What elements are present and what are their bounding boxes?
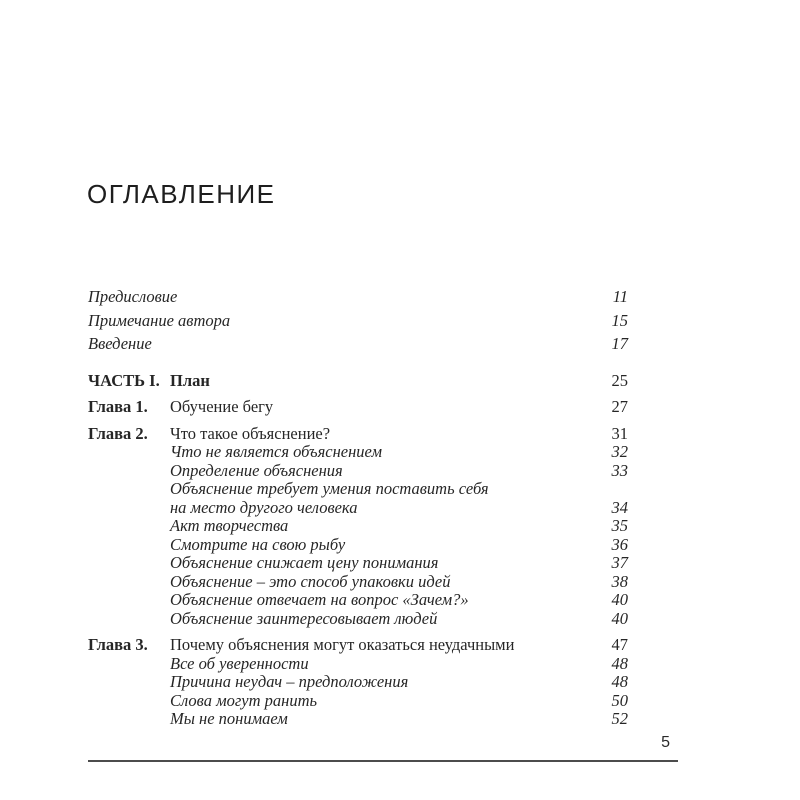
toc-entry-page: 52 — [611, 709, 628, 728]
toc-entry-title: Смотрите на свою рыбу — [170, 534, 346, 554]
toc-entry-page: 11 — [612, 287, 628, 306]
toc-entry — [88, 673, 628, 692]
toc-entry-title: Мы не понимаем — [170, 709, 288, 728]
toc-entry-page: 35 — [611, 516, 628, 535]
page-title: ОГЛАВЛЕНИЕ — [87, 179, 276, 209]
toc-entry — [88, 285, 628, 309]
toc-entry — [88, 499, 628, 518]
toc-entry — [88, 610, 628, 629]
toc-entry — [88, 372, 628, 391]
toc-entry-title: Объяснение снижает цену понимания — [170, 553, 439, 572]
toc-entry-title: на место другого человека — [170, 497, 358, 517]
toc-entry-title: Предисловие — [88, 287, 178, 306]
toc-entry-title: Примечание автора — [88, 310, 231, 330]
toc-entry-label: Глава 2. — [88, 423, 148, 443]
toc-entry — [88, 554, 628, 573]
toc-entry-title: Причина неудач – предположения — [170, 672, 409, 691]
toc-entry-title: Почему объяснения могут оказаться неудачными — [170, 635, 515, 654]
toc-entry-page: 47 — [611, 635, 628, 654]
toc-entry-page: 48 — [611, 672, 628, 691]
toc-entry — [88, 332, 628, 356]
toc-entry — [88, 517, 628, 536]
toc-entry-page: 32 — [611, 442, 628, 461]
toc-entry — [88, 573, 628, 592]
toc-entry-page: 15 — [611, 310, 628, 330]
toc-entry-label: Глава 3. — [88, 635, 148, 654]
toc-entry-title: Объяснение заинтересовывает людей — [170, 608, 438, 628]
toc-entry-page: 25 — [611, 370, 628, 390]
toc-entry-title: Что не является объяснением — [170, 442, 382, 461]
toc-entry-label: ЧАСТЬ I. — [88, 370, 160, 390]
toc-entry-page: 27 — [611, 397, 628, 416]
toc-entry — [88, 710, 628, 729]
toc-entry-title: Акт творчества — [170, 516, 289, 535]
toc-entry-page: 31 — [611, 423, 628, 443]
toc-entry-title: Определение объяснения — [170, 460, 343, 480]
page-number: 5 — [661, 734, 670, 751]
toc-entry-page: 17 — [611, 334, 628, 353]
toc-entry-page: 40 — [611, 608, 628, 628]
toc-entry — [88, 309, 628, 333]
toc-entry-title: План — [170, 370, 210, 390]
toc-entry — [88, 443, 628, 462]
toc-entry-page: 37 — [611, 553, 628, 572]
toc-entry — [88, 398, 628, 417]
toc-entry-page: 40 — [611, 590, 628, 609]
toc-entry-title: Объяснение отвечает на вопрос «Зачем?» — [170, 590, 469, 609]
toc-entry-title: Объяснение – это способ упаковки идей — [170, 571, 451, 591]
toc-entry-title: Введение — [88, 334, 152, 353]
toc-entry-label: Глава 1. — [88, 397, 148, 416]
footer-rule — [88, 760, 678, 762]
toc-entry — [88, 462, 628, 481]
toc-entry — [88, 425, 628, 444]
toc-list — [88, 285, 628, 729]
toc-entry-title: Все об уверенности — [170, 653, 309, 673]
toc-entry-title: Объяснение требует умения поставить себя — [170, 479, 489, 498]
toc-entry-page: 50 — [611, 690, 628, 710]
toc-entry — [88, 591, 628, 610]
toc-entry-title: Обучение бегу — [170, 397, 274, 416]
toc-entry — [88, 692, 628, 711]
toc-entry — [88, 636, 628, 655]
toc-entry-page: 38 — [611, 571, 628, 591]
toc-entry-page: 33 — [611, 460, 628, 480]
toc-entry — [88, 536, 628, 555]
toc-entry-title: Что такое объяснение? — [170, 423, 331, 443]
toc-entry-page: 36 — [611, 534, 628, 554]
toc-entry — [88, 655, 628, 674]
toc-entry-page: 34 — [611, 497, 628, 517]
toc-entry-title: Слова могут ранить — [170, 690, 318, 710]
toc-entry — [88, 480, 628, 499]
toc-entry-page: 48 — [611, 653, 628, 673]
